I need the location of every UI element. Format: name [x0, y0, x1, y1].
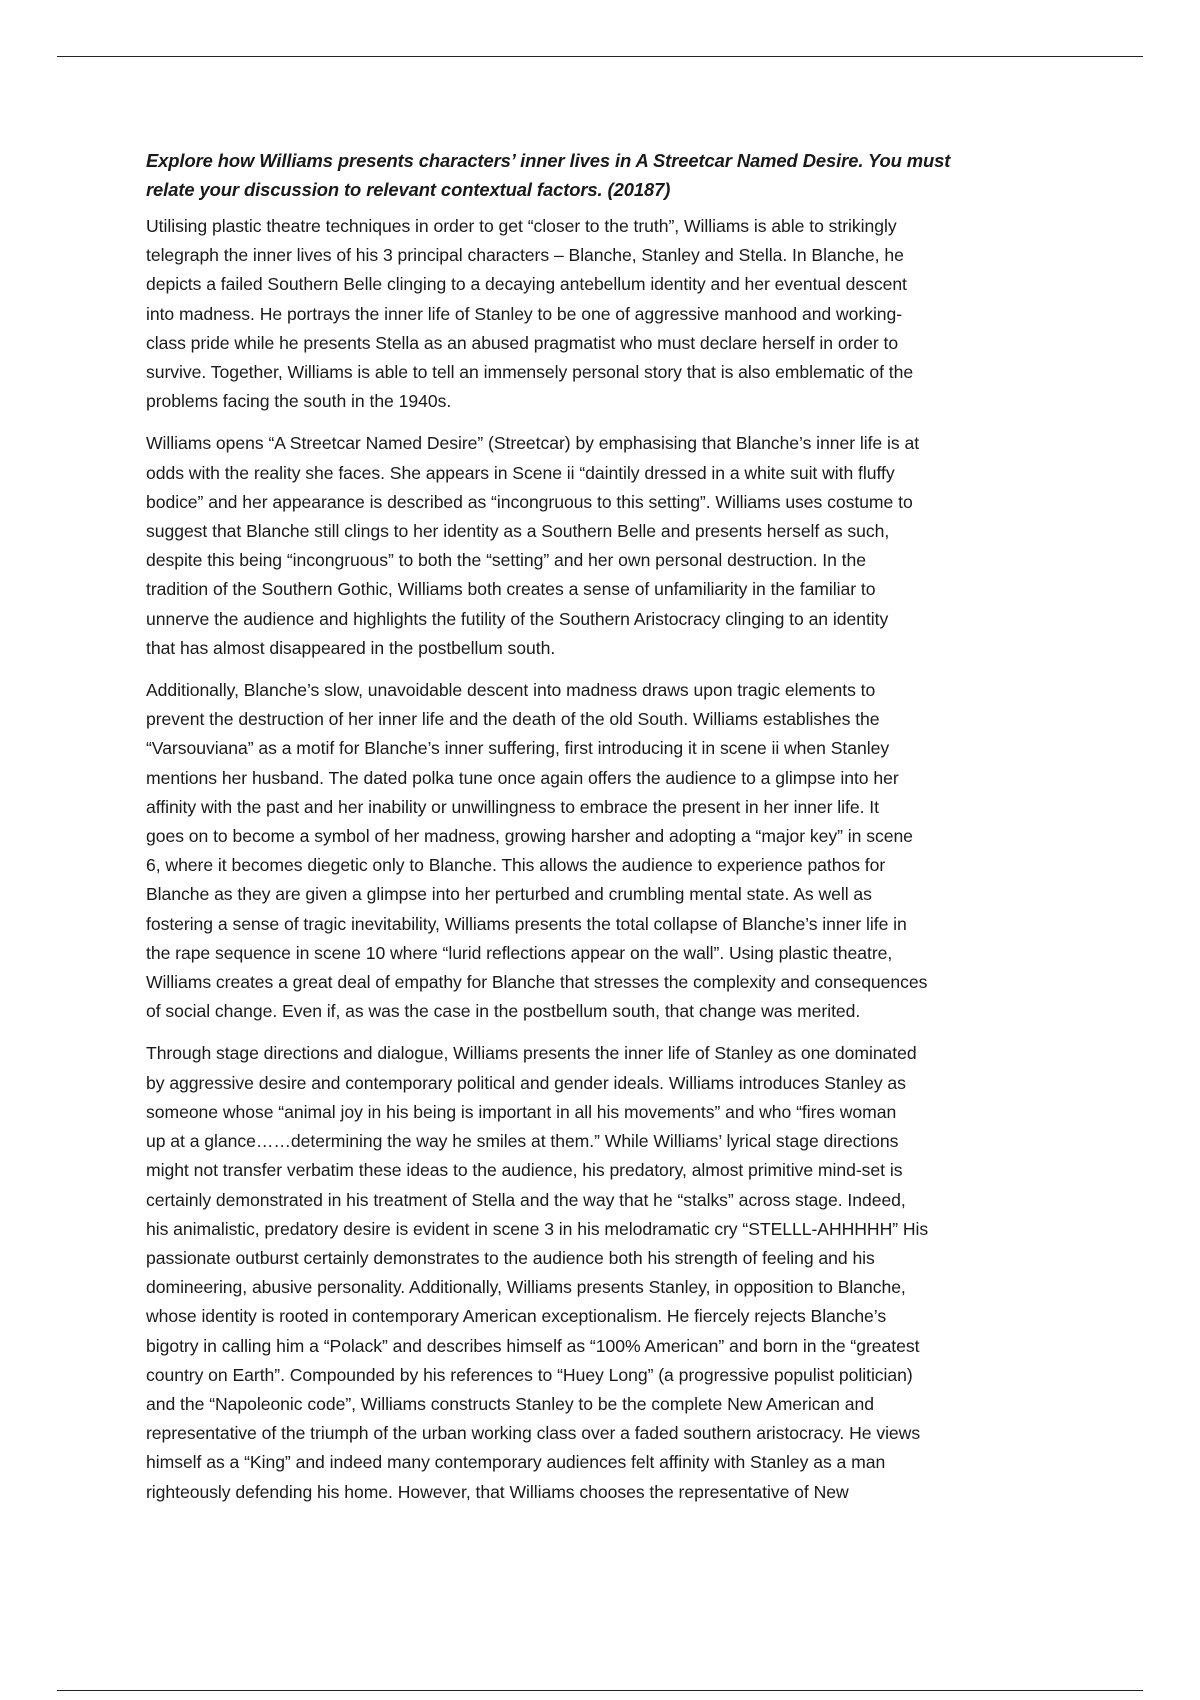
- text-line: survive. Together, Williams is able to tell an immensely personal story that is also emblematic of the: [146, 362, 914, 383]
- text-line: affinity with the past and her inability or unwillingness to embrace the present in her inner life. It: [146, 796, 879, 817]
- text-line: odds with the reality she faces. She appears in Scene ii “daintily dressed in a white suit with fluffy: [146, 462, 895, 483]
- text-line: tradition of the Southern Gothic, Williams both creates a sense of unfamiliarity in the familiar to: [146, 579, 876, 600]
- text-line: class pride while he presents Stella as an abused pragmatist who must declare herself in order to: [146, 332, 899, 353]
- top-rule: [57, 56, 1143, 57]
- essay-question: [146, 146, 1056, 204]
- text-line: country on Earth”. Compounded by his references to “Huey Long” (a progressive populist politician): [146, 1364, 913, 1385]
- bottom-rule: [57, 1690, 1143, 1691]
- document-body: [146, 146, 1056, 1520]
- text-line: whose identity is rooted in contemporary American exceptionalism. He fiercely rejects Blanche’s: [146, 1306, 887, 1327]
- text-line: despite this being “incongruous” to both the “setting” and her own personal destruction. In the: [146, 550, 866, 571]
- text-line: representative of the triumph of the urban working class over a faded southern aristocracy. He views: [146, 1423, 921, 1444]
- text-line: certainly demonstrated in his treatment of Stella and the way that he “stalks” across stage. Indeed,: [146, 1189, 906, 1210]
- text-line: himself as a “King” and indeed many contemporary audiences felt affinity with Stanley as a man: [146, 1452, 886, 1473]
- paragraph-blanche-madness: [146, 676, 1056, 1026]
- text-line: of social change. Even if, as was the case in the postbellum south, that change was merited.: [146, 1001, 861, 1022]
- question-line: relate your discussion to relevant contextual factors. (20187): [146, 179, 671, 200]
- text-line: Williams creates a great deal of empathy for Blanche that stresses the complexity and consequences: [146, 972, 928, 993]
- paragraph-blanche-costume: [146, 429, 1056, 663]
- question-line: Explore how Williams presents characters’ inner lives in A Streetcar Named Desire. You must: [146, 150, 951, 171]
- text-line: telegraph the inner lives of his 3 principal characters – Blanche, Stanley and Stella. In Blanche, he: [146, 245, 904, 266]
- text-line: problems facing the south in the 1940s.: [146, 391, 452, 412]
- text-line: suggest that Blanche still clings to her identity as a Southern Belle and presents herself as such,: [146, 521, 890, 542]
- text-line: into madness. He portrays the inner life of Stanley to be one of aggressive manhood and working-: [146, 303, 903, 324]
- text-line: 6, where it becomes diegetic only to Blanche. This allows the audience to experience pathos for: [146, 855, 886, 876]
- text-line: by aggressive desire and contemporary political and gender ideals. Williams introduces Stanley as: [146, 1072, 906, 1093]
- text-line: righteously defending his home. However, that Williams chooses the representative of New: [146, 1481, 849, 1502]
- text-line: goes on to become a symbol of her madness, growing harsher and adopting a “major key” in scene: [146, 826, 913, 847]
- text-line: “Varsouviana” as a motif for Blanche’s inner suffering, first introducing it in scene ii when Stanley: [146, 738, 890, 759]
- text-line: Blanche as they are given a glimpse into her perturbed and crumbling mental state. As well as: [146, 884, 872, 905]
- text-line: up at a glance……determining the way he smiles at them.” While Williams’ lyrical stage directions: [146, 1131, 899, 1152]
- text-line: mentions her husband. The dated polka tune once again offers the audience to a glimpse into her: [146, 767, 899, 788]
- paragraph-stanley: [146, 1039, 1056, 1506]
- text-line: Additionally, Blanche’s slow, unavoidable descent into madness draws upon tragic elements to: [146, 680, 876, 701]
- text-line: the rape sequence in scene 10 where “lurid reflections appear on the wall”. Using plastic theatre,: [146, 942, 893, 963]
- text-line: might not transfer verbatim these ideas to the audience, his predatory, almost primitive mind-set is: [146, 1160, 903, 1181]
- text-line: someone whose “animal joy in his being is important in all his movements” and who “fires woman: [146, 1101, 897, 1122]
- text-line: Utilising plastic theatre techniques in order to get “closer to the truth”, Williams is able to strikingly: [146, 216, 897, 236]
- text-line: his animalistic, predatory desire is evident in scene 3 in his melodramatic cry “STELLL-AHHHHH” His: [146, 1218, 929, 1239]
- paragraph-intro: [146, 212, 1056, 416]
- text-line: prevent the destruction of her inner life and the death of the old South. Williams establishes the: [146, 709, 880, 730]
- text-line: bigotry in calling him a “Polack” and describes himself as “100% American” and born in the “greatest: [146, 1335, 920, 1356]
- text-line: domineering, abusive personality. Additionally, Williams presents Stanley, in opposition to Blanche,: [146, 1277, 906, 1298]
- text-line: depicts a failed Southern Belle clinging to a decaying antebellum identity and her eventual descent: [146, 274, 907, 295]
- text-line: passionate outburst certainly demonstrates to the audience both his strength of feeling and his: [146, 1247, 875, 1268]
- text-line: and the “Napoleonic code”, Williams constructs Stanley to be the complete New American and: [146, 1393, 874, 1414]
- text-line: unnerve the audience and highlights the futility of the Southern Aristocracy clinging to an identity: [146, 608, 889, 629]
- text-line: that has almost disappeared in the postbellum south.: [146, 637, 556, 658]
- text-line: Through stage directions and dialogue, Williams presents the inner life of Stanley as one dominated: [146, 1043, 917, 1064]
- text-line: bodice” and her appearance is described as “incongruous to this setting”. Williams uses costume to: [146, 491, 913, 512]
- text-line: fostering a sense of tragic inevitability, Williams presents the total collapse of Blanche’s inner life in: [146, 913, 907, 934]
- text-line: Williams opens “A Streetcar Named Desire” (Streetcar) by emphasising that Blanche’s inner life is at: [146, 433, 920, 454]
